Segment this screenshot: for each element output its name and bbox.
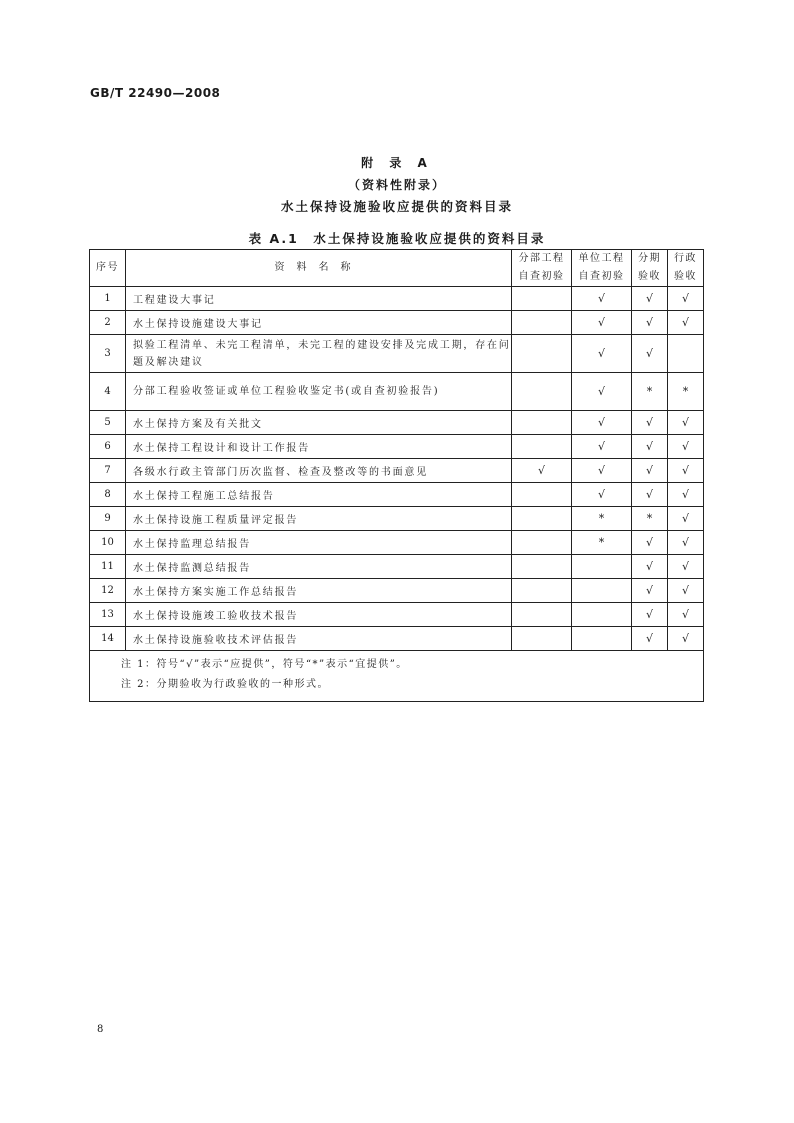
row-mark-col4: * bbox=[668, 373, 704, 411]
row-name: 水土保持监理总结报告 bbox=[126, 531, 512, 555]
row-mark-col4: √ bbox=[668, 627, 704, 651]
row-name: 工程建设大事记 bbox=[126, 287, 512, 311]
row-mark-col2: √ bbox=[572, 335, 632, 373]
row-mark-col2 bbox=[572, 603, 632, 627]
row-no: 4 bbox=[90, 373, 126, 411]
standard-code: GB/T 22490—2008 bbox=[90, 86, 221, 100]
header-name: 资料名称 bbox=[126, 250, 512, 287]
table-row bbox=[90, 459, 704, 483]
row-mark-col1 bbox=[512, 335, 572, 373]
row-name: 水土保持工程施工总结报告 bbox=[126, 483, 512, 507]
row-mark-col1 bbox=[512, 287, 572, 311]
document-catalog-table bbox=[89, 249, 704, 702]
row-mark-col1 bbox=[512, 311, 572, 335]
row-mark-col2: √ bbox=[572, 459, 632, 483]
table-row bbox=[90, 311, 704, 335]
row-no: 8 bbox=[90, 483, 126, 507]
header-unit-project-check bbox=[572, 250, 632, 287]
header-col3-line1: 分期 bbox=[638, 253, 661, 264]
row-mark-col3: √ bbox=[632, 459, 668, 483]
table-row bbox=[90, 335, 704, 373]
table-row bbox=[90, 531, 704, 555]
row-mark-col4: √ bbox=[668, 531, 704, 555]
row-name: 水土保持方案实施工作总结报告 bbox=[126, 579, 512, 603]
table-row bbox=[90, 373, 704, 411]
row-no: 9 bbox=[90, 507, 126, 531]
row-mark-col3: √ bbox=[632, 435, 668, 459]
note-1: 注 1：符号“√”表示“应提供”，符号“*”表示“宜提供”。 bbox=[121, 659, 408, 670]
table-row bbox=[90, 579, 704, 603]
row-mark-col1 bbox=[512, 579, 572, 603]
row-mark-col3: * bbox=[632, 373, 668, 411]
row-name: 分部工程验收签证或单位工程验收鉴定书(或自查初验报告) bbox=[126, 373, 512, 411]
row-mark-col3: √ bbox=[632, 483, 668, 507]
header-administrative-acceptance bbox=[668, 250, 704, 287]
table-row bbox=[90, 287, 704, 311]
row-mark-col4: √ bbox=[668, 311, 704, 335]
row-mark-col3: √ bbox=[632, 555, 668, 579]
row-mark-col3: √ bbox=[632, 531, 668, 555]
table-row bbox=[90, 627, 704, 651]
row-mark-col1 bbox=[512, 411, 572, 435]
row-mark-col4: √ bbox=[668, 459, 704, 483]
row-mark-col2: * bbox=[572, 531, 632, 555]
row-mark-col4: √ bbox=[668, 287, 704, 311]
table-caption: 表 A.1 水土保持设施验收应提供的资料目录 bbox=[248, 231, 546, 246]
row-mark-col2: √ bbox=[572, 411, 632, 435]
row-mark-col2: √ bbox=[572, 287, 632, 311]
row-no: 7 bbox=[90, 459, 126, 483]
header-col4-line2: 验收 bbox=[674, 271, 697, 282]
row-mark-col2: √ bbox=[572, 373, 632, 411]
row-mark-col2: * bbox=[572, 507, 632, 531]
row-mark-col1 bbox=[512, 531, 572, 555]
row-no: 13 bbox=[90, 603, 126, 627]
row-mark-col4 bbox=[668, 335, 704, 373]
page-number: 8 bbox=[97, 1024, 104, 1035]
header-col2-line2: 自查初验 bbox=[578, 271, 625, 282]
row-mark-col3: √ bbox=[632, 579, 668, 603]
header-subproject-check bbox=[512, 250, 572, 287]
row-mark-col4: √ bbox=[668, 555, 704, 579]
row-mark-col4: √ bbox=[668, 507, 704, 531]
row-mark-col4: √ bbox=[668, 411, 704, 435]
table-row bbox=[90, 411, 704, 435]
row-name: 各级水行政主管部门历次监督、检查及整改等的书面意见 bbox=[126, 459, 512, 483]
table-row bbox=[90, 507, 704, 531]
table-row bbox=[90, 555, 704, 579]
table-header-row bbox=[90, 250, 704, 287]
row-mark-col1 bbox=[512, 627, 572, 651]
row-mark-col1 bbox=[512, 483, 572, 507]
table-notes bbox=[90, 651, 704, 702]
row-name: 水土保持设施工程质量评定报告 bbox=[126, 507, 512, 531]
header-col3-line2: 验收 bbox=[638, 271, 661, 282]
row-name: 水土保持监测总结报告 bbox=[126, 555, 512, 579]
row-mark-col3: √ bbox=[632, 311, 668, 335]
header-col4-line1: 行政 bbox=[674, 253, 697, 264]
header-phased-acceptance bbox=[632, 250, 668, 287]
row-no: 2 bbox=[90, 311, 126, 335]
row-mark-col1 bbox=[512, 603, 572, 627]
note-2: 注 2：分期验收为行政验收的一种形式。 bbox=[121, 679, 330, 690]
header-col1-line2: 自查初验 bbox=[518, 271, 565, 282]
row-mark-col3: √ bbox=[632, 411, 668, 435]
row-no: 14 bbox=[90, 627, 126, 651]
table-row bbox=[90, 483, 704, 507]
row-mark-col3: * bbox=[632, 507, 668, 531]
header-no: 序号 bbox=[90, 250, 126, 287]
table-notes-row bbox=[90, 651, 704, 702]
row-name: 水土保持设施竣工验收技术报告 bbox=[126, 603, 512, 627]
row-name: 拟验工程清单、未完工程清单，未完工程的建设安排及完成工期，存在问题及解决建议 bbox=[126, 335, 512, 373]
row-mark-col2 bbox=[572, 627, 632, 651]
row-mark-col2 bbox=[572, 555, 632, 579]
row-mark-col1 bbox=[512, 507, 572, 531]
appendix-label: 附 录 A bbox=[361, 156, 433, 170]
row-mark-col1: √ bbox=[512, 459, 572, 483]
row-name: 水土保持设施验收技术评估报告 bbox=[126, 627, 512, 651]
row-mark-col3: √ bbox=[632, 287, 668, 311]
row-mark-col3: √ bbox=[632, 603, 668, 627]
row-no: 11 bbox=[90, 555, 126, 579]
appendix-type: （资料性附录） bbox=[347, 178, 446, 192]
header-col2-line1: 单位工程 bbox=[578, 253, 625, 264]
row-mark-col2: √ bbox=[572, 311, 632, 335]
row-no: 5 bbox=[90, 411, 126, 435]
row-no: 3 bbox=[90, 335, 126, 373]
header-col1-line1: 分部工程 bbox=[518, 253, 565, 264]
table-row bbox=[90, 603, 704, 627]
row-name: 水土保持工程设计和设计工作报告 bbox=[126, 435, 512, 459]
row-name: 水土保持设施建设大事记 bbox=[126, 311, 512, 335]
row-mark-col4: √ bbox=[668, 483, 704, 507]
row-mark-col3: √ bbox=[632, 335, 668, 373]
row-mark-col2 bbox=[572, 579, 632, 603]
row-mark-col3: √ bbox=[632, 627, 668, 651]
row-mark-col1 bbox=[512, 555, 572, 579]
row-mark-col4: √ bbox=[668, 579, 704, 603]
row-no: 10 bbox=[90, 531, 126, 555]
row-mark-col2: √ bbox=[572, 483, 632, 507]
table-row bbox=[90, 435, 704, 459]
row-mark-col2: √ bbox=[572, 435, 632, 459]
row-mark-col1 bbox=[512, 435, 572, 459]
row-no: 1 bbox=[90, 287, 126, 311]
row-mark-col1 bbox=[512, 373, 572, 411]
row-mark-col4: √ bbox=[668, 435, 704, 459]
row-no: 6 bbox=[90, 435, 126, 459]
row-no: 12 bbox=[90, 579, 126, 603]
row-name: 水土保持方案及有关批文 bbox=[126, 411, 512, 435]
row-mark-col4: √ bbox=[668, 603, 704, 627]
appendix-title: 水土保持设施验收应提供的资料目录 bbox=[280, 199, 513, 214]
